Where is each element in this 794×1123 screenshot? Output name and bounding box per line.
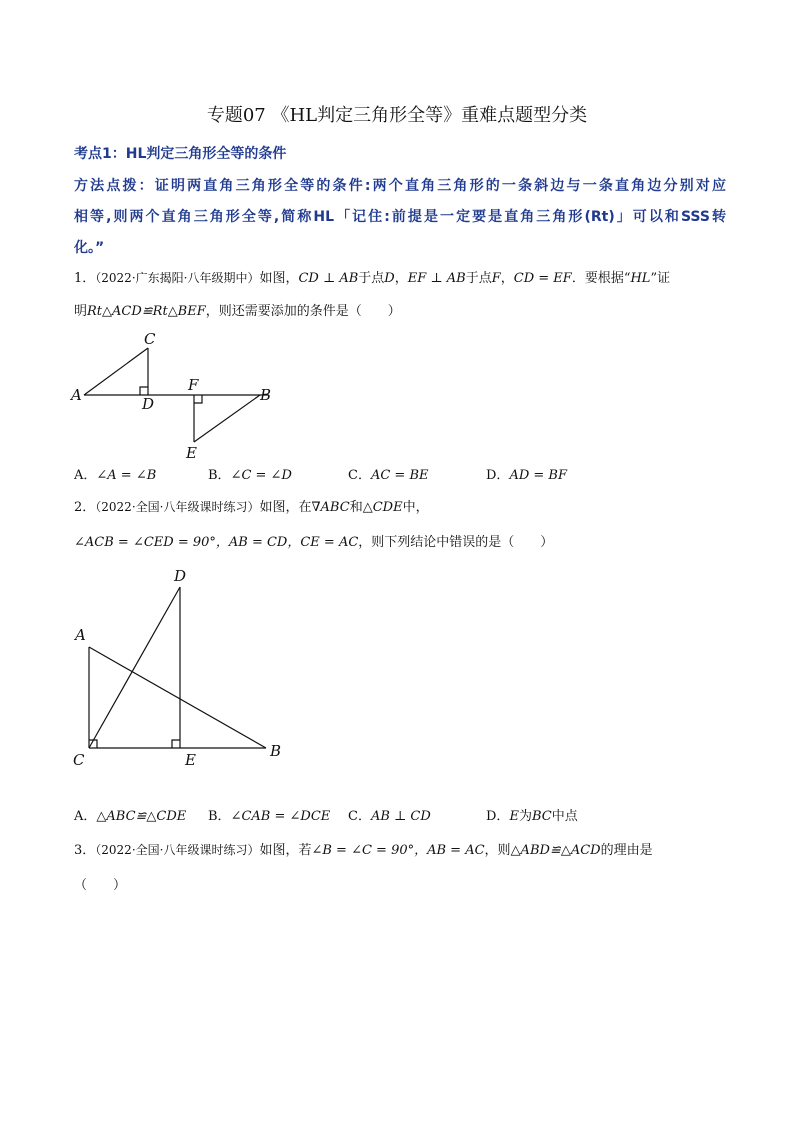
question-text: 和 [349,500,363,515]
label-e: E [186,444,197,462]
question-text: ，则还需要添加的条件是（ ） [205,304,401,319]
option-b[interactable]: B．∠CAB = ∠DCE [208,809,331,824]
question-number: 1． [74,271,96,286]
question-text: 如图，若 [259,843,312,858]
math-expression: ∠ACB = ∠CED = 90°，AB = CD，CE = AC [74,535,359,550]
question-text: ，则下列结论中错误的是（ ） [358,535,554,550]
math-expression: F [491,271,501,286]
label-e: E [185,751,196,769]
question-1-line-1 [74,268,734,289]
option-b[interactable]: B．∠C = ∠D [208,468,292,483]
question-source: （2022·全国·八年级课时练习） [95,843,260,857]
math-expression: D [384,271,395,286]
question-2-figure [60,560,300,772]
question-text: 如图，在 [259,500,312,515]
question-1-figure [60,326,290,466]
math-expression: ∠B = ∠C = 90°，AB = AC [311,843,485,858]
method-tip [74,171,726,264]
question-3-line-1 [74,840,734,861]
question-1-line-2 [74,302,734,322]
question-text: 的理由是 [600,843,653,858]
label-a: A [71,386,82,404]
question-text: 明 [74,304,88,319]
right-angle-mark-e [172,740,180,748]
question-source: （2022·全国·八年级课时练习） [95,500,260,514]
question-text: ，则 [484,843,511,858]
math-expression: HL [630,271,651,286]
question-text: 于点 [358,271,385,286]
math-expression: Rt△ACD≌Rt△BEF [87,304,206,319]
right-angle-mark-f [194,395,202,403]
segment-cd [89,587,180,748]
option-d[interactable]: D．AD = BF [486,468,567,483]
math-expression: ∇ABC [311,500,350,515]
question-number: 3． [74,843,96,858]
method-line-2: 相等,则两个直角三角形全等,简称HL「记住:前提是一定要是直角三角形(Rt)」可以和SSS转 [74,209,726,225]
label-f: F [188,376,199,394]
topic-heading: 考点1：HL判定三角形全等的条件 [74,146,287,162]
option-a[interactable]: A．△ABC≌△CDE [74,809,187,824]
math-expression: △CDE [362,500,403,515]
segment-eb [194,395,260,442]
math-expression: CD ⊥ AB [298,271,359,286]
question-text: 于点 [465,271,492,286]
question-text: 中， [402,500,429,515]
label-d: D [174,567,187,585]
label-b: B [270,742,282,760]
label-b: B [260,386,272,404]
answer-blank[interactable]: （ ） [74,878,127,893]
method-line-1: 方法点拨：证明两直角三角形全等的条件:两个直角三角形的一条斜边与一条直角边分别对应 [74,178,726,194]
segment-ab [89,647,266,748]
page-title: 专题07 《HL判定三角形全等》重难点题型分类 [206,105,588,126]
question-source: （2022·广东揭阳·八年级期中） [95,271,260,285]
option-a[interactable]: A．∠A = ∠B [74,468,157,483]
method-line-3: 化。” [74,240,105,256]
label-a: A [75,626,86,644]
question-text: ．要根据“ [571,271,631,286]
question-3-line-2 [74,876,734,896]
question-number: 2． [74,500,96,515]
question-2-line-1 [74,497,734,518]
label-c: C [73,751,85,769]
label-c: C [144,330,156,348]
option-c[interactable]: C．AB ⊥ CD [348,809,431,824]
question-text: ， [394,271,408,286]
question-text: ”证 [650,271,671,286]
option-c[interactable]: C．AC = BE [348,468,429,483]
math-expression: △ABD≌△ACD [510,843,601,858]
label-d: D [142,395,155,413]
question-2-line-2 [74,533,734,553]
math-expression: CD = EF [513,271,572,286]
math-expression: EF ⊥ AB [407,271,466,286]
right-angle-mark-d [140,387,148,395]
question-text: 如图， [259,271,299,286]
question-text: ， [500,271,514,286]
option-d[interactable]: D．E为BC中点 [486,809,578,824]
segment-ac [84,348,148,395]
